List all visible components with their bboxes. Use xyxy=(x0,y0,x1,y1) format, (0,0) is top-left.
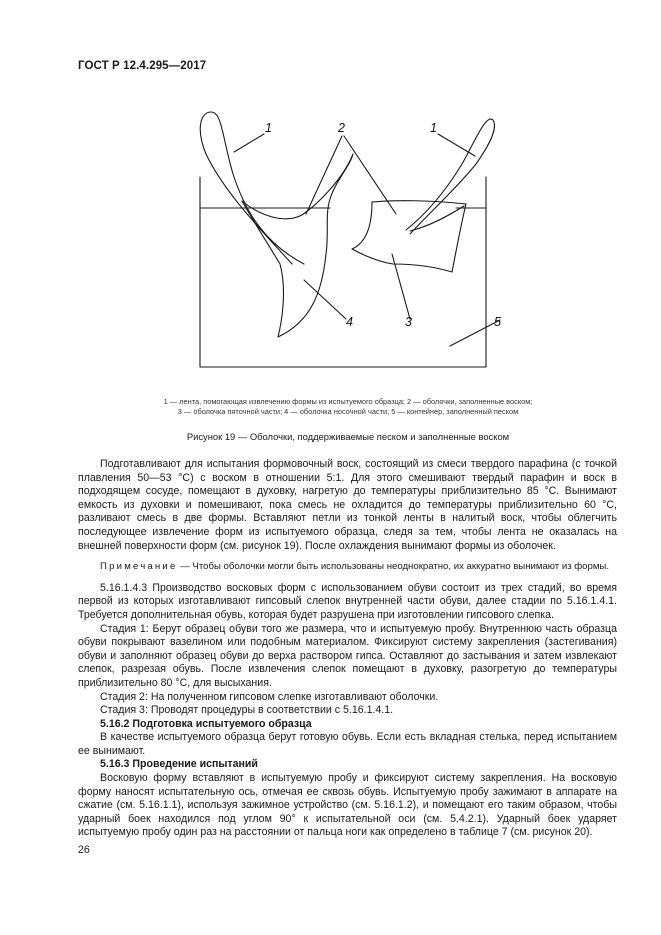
paragraph-5-16-1-4-3: 5.16.1.4.3 Производство восковых форм с использованием обуви состоит из трех стадий, во время первой из которых изготавливают гипсовый слепок внутренней части обуви, далее стадии по 5.16.1.4.1. Требуется дополнительная обувь, которая будет разрушена при изготовлении гипсового слепка. xyxy=(78,581,617,621)
label-4: 4 xyxy=(346,315,353,329)
paragraph-stage-2: Стадия 2: На полученном гипсовом слепке изготавливают оболочки. xyxy=(100,690,439,703)
leader-1-left xyxy=(234,134,264,152)
legend-line-2: 3 — оболочка пяточной части; 4 — оболочка носочной части; 5 — контейнер, заполненный песком xyxy=(177,407,519,416)
leader-2-right xyxy=(344,136,396,214)
label-5: 5 xyxy=(494,315,501,329)
container-outline xyxy=(200,177,486,367)
note xyxy=(78,561,617,574)
leader-4 xyxy=(304,280,346,319)
label-1-right: 1 xyxy=(430,121,437,135)
leader-2-left xyxy=(306,136,342,214)
heel-shell-fold xyxy=(410,206,464,231)
legend-line-1: 1 — лента, помогающая извлечению формы из испытуемого образца; 2 — оболочки, заполненные воском; xyxy=(163,397,533,406)
leader-5 xyxy=(450,320,500,346)
heel-shell xyxy=(352,201,466,272)
label-1-left: 1 xyxy=(265,121,272,135)
paragraph-wax-preparation: Подготавливают для испытания формовочный воск, состоящий из смеси твердого парафина (с точкой плавления 50—53 °С) с воском в отношении 5:1. Для этого смешивают твердый парафин и воск в подходящем сосуде, помещают в духовку, нагретую до температуры приблизительно 85 °С. Вынимают емкость из духовки и помешивают, пока смесь не охладится до температуры приблизительно 60 °С, разливают смесь в две формы. Вставляют петли из тонкой ленты в налитый воск, чтобы облегчить последующее извлечение форм из испытуемого образца, следя за тем, чтобы лента не оказалась на внешней поверхности форм (см. рисунок 19). После охлаждения вынимают формы из оболочек. xyxy=(78,458,617,552)
paragraph-sample-preparation: В качестве испытуемого образца берут готовую обувь. Если есть вкладная стелька, перед испытанием ее вынимают. xyxy=(78,731,617,757)
heading-5-16-2: 5.16.2 Подготовка испытуемого образца xyxy=(100,717,312,730)
figure-legend xyxy=(78,397,618,417)
paragraph-test-procedure: Восковую форму вставляют в испытуемую пробу и фиксируют систему закрепления. На восковую форму наносят испытательную ось, отмечая ее сквозь обувь. Испытуемую пробу зажимают в аппарате на сжатие (см. 5.16.1.1), используя зажимное устройство (см. 5.16.1.2), и помещают его таким образом, чтобы ударный боек находился под углом 90° к испытательной оси (см. 5.4.2.1). Ударный боек ударяет испытуемую пробу один раз на расстоянии от пальца ноги как определено в таблице 7 (см. рисунок 20). xyxy=(78,772,617,839)
heading-5-16-3: 5.16.3 Проведение испытаний xyxy=(100,758,258,771)
figure-19-diagram xyxy=(110,94,550,394)
note-label: Примечание xyxy=(100,561,178,573)
figure-caption: Рисунок 19 — Оболочки, поддерживаемые песком и заполненные воском xyxy=(186,431,510,442)
paragraph-stage-3: Стадия 3: Проводят процедуры в соответствии с 5.16.1.4.1. xyxy=(100,704,394,717)
page-number: 26 xyxy=(78,844,90,856)
document-header: ГОСТ Р 12.4.295—2017 xyxy=(78,60,207,72)
note-text: — Чтобы оболочки могли быть использованы неоднократно, их аккуратно вынимают из формы. xyxy=(177,561,609,573)
body-text xyxy=(78,458,617,840)
label-2: 2 xyxy=(338,121,345,135)
right-ribbon xyxy=(406,119,494,234)
label-3: 3 xyxy=(405,315,412,329)
paragraph-stage-1: Стадия 1: Берут образец обуви того же размера, что и испытуемую пробу. Внутреннюю часть образца обуви покрывают вазелином или подобным материалом. Фиксируют систему закрепления (застегивания) обуви и заполняют образец обуви до верха раствором гипса. Оставляют до застывания и затем извлекают слепок, разрезая обувь. После извлечения слепок помещают в духовку, разогретую до температуры приблизительно 80 °С, для высыхания. xyxy=(78,622,617,689)
left-ribbon xyxy=(200,112,304,264)
leader-1-right xyxy=(438,134,475,156)
